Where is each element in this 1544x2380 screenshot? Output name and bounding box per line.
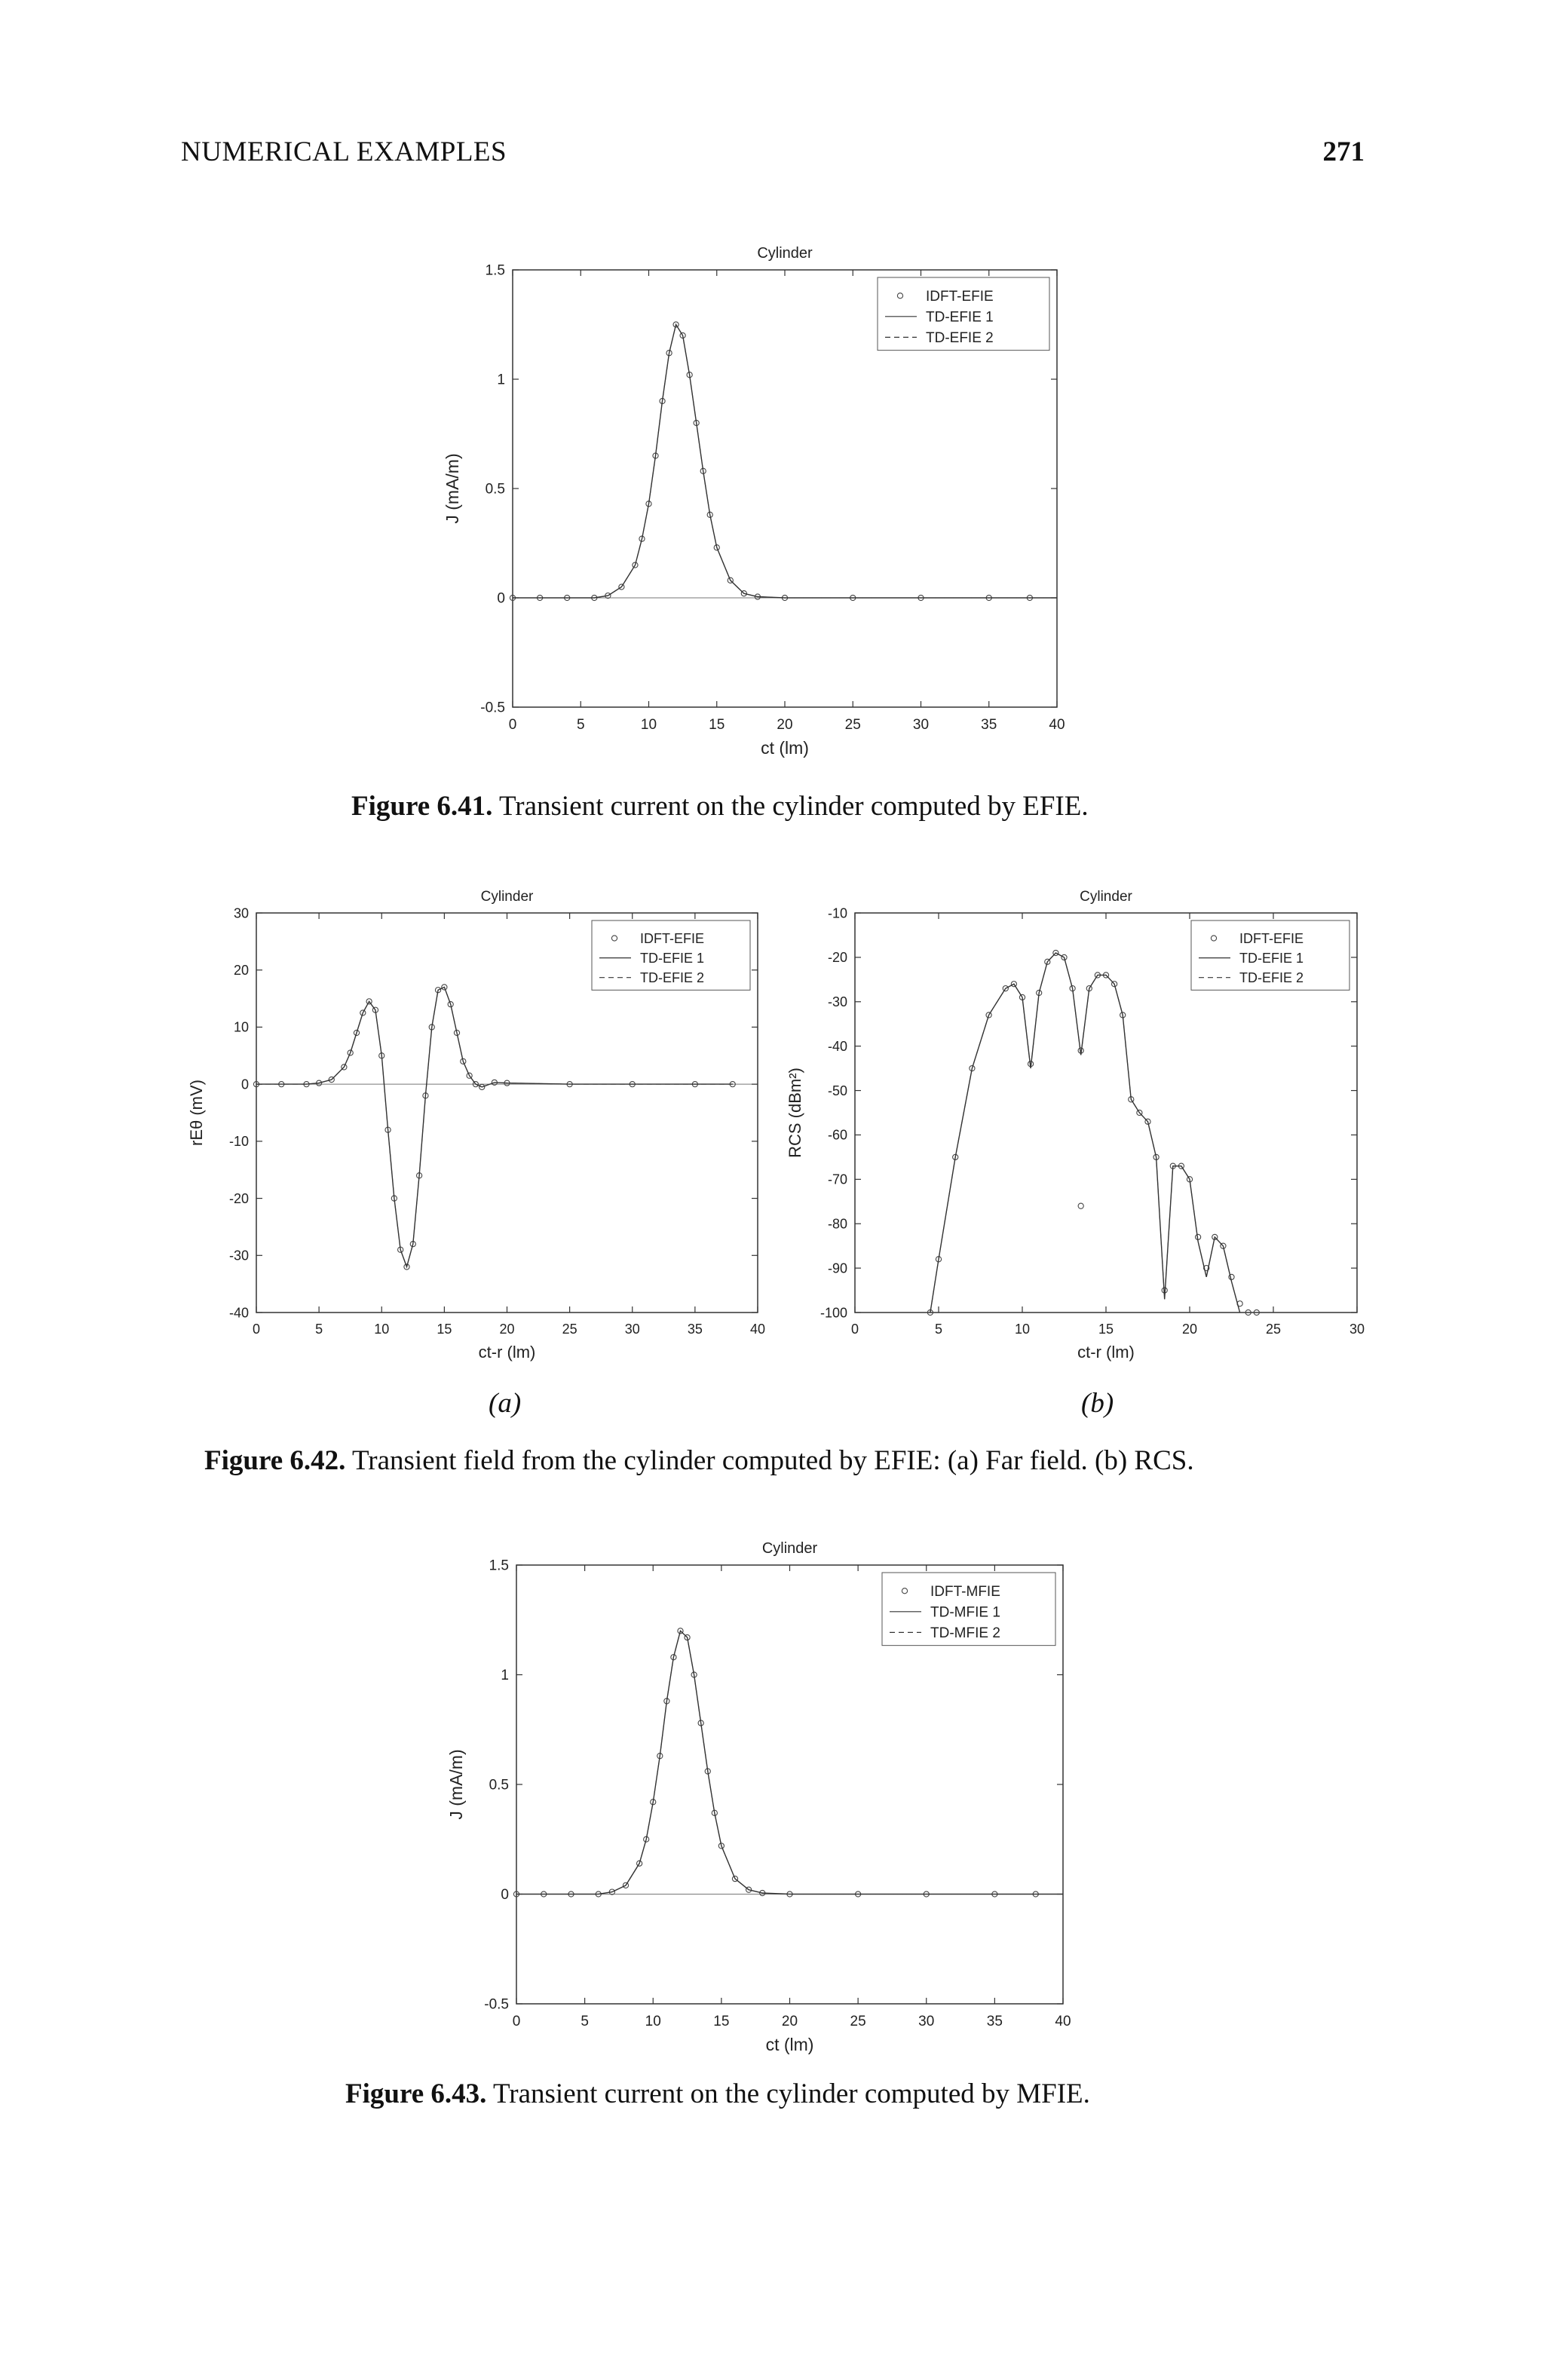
y-tick-label: 0.5 xyxy=(485,481,505,498)
x-axis-label: ct (lm) xyxy=(761,738,809,758)
chart-title: Cylinder xyxy=(761,1540,818,1557)
caption-label: Figure 6.41. xyxy=(351,791,493,822)
series-line-dashed xyxy=(513,325,1057,599)
x-tick-label: 15 xyxy=(709,717,725,733)
legend-label: IDFT-MFIE xyxy=(930,1583,1000,1600)
x-tick-label: 30 xyxy=(1349,1322,1365,1337)
y-tick-label: -0.5 xyxy=(484,1996,509,2013)
chart-title: Cylinder xyxy=(480,889,534,905)
chart-fig643 xyxy=(446,1540,1071,2054)
subcaption-b: (b) xyxy=(1081,1388,1114,1419)
y-axis-label: RCS (dBm²) xyxy=(786,1067,804,1158)
x-tick-label: 35 xyxy=(687,1322,703,1337)
y-tick-label: 0.5 xyxy=(489,1777,509,1793)
caption-label: Figure 6.42. xyxy=(204,1445,346,1476)
y-tick-label: 0 xyxy=(501,1887,509,1904)
legend-label: TD-MFIE 2 xyxy=(930,1625,1000,1641)
outlier-point-marker xyxy=(1078,1203,1083,1208)
legend-label: TD-EFIE 2 xyxy=(926,330,994,346)
chart-title: Cylinder xyxy=(1080,889,1132,905)
x-tick-label: 10 xyxy=(640,717,657,733)
x-tick-label: 35 xyxy=(981,717,997,733)
caption-figure-6-42 xyxy=(204,1444,1194,1477)
y-tick-label: 10 xyxy=(233,1019,249,1035)
y-tick-label: -30 xyxy=(827,994,847,1010)
y-tick-label: 20 xyxy=(233,963,249,979)
running-title: NUMERICAL EXAMPLES xyxy=(181,136,507,167)
legend-label: IDFT-EFIE xyxy=(1239,930,1304,946)
x-tick-label: 20 xyxy=(499,1322,515,1337)
x-tick-label: 25 xyxy=(844,717,861,733)
series-line-dashed xyxy=(256,987,733,1267)
x-tick-label: 25 xyxy=(1265,1322,1282,1337)
y-tick-label: 1 xyxy=(501,1668,509,1684)
x-tick-label: 15 xyxy=(437,1322,452,1337)
x-tick-label: 0 xyxy=(508,717,517,733)
x-tick-label: 30 xyxy=(624,1322,640,1337)
y-tick-label: -40 xyxy=(228,1305,249,1321)
y-tick-label: -60 xyxy=(827,1127,847,1143)
y-tick-label: 30 xyxy=(233,905,249,921)
legend-label: IDFT-EFIE xyxy=(926,288,994,305)
x-tick-label: 10 xyxy=(374,1322,390,1337)
x-tick-label: 5 xyxy=(315,1322,323,1337)
x-tick-label: 0 xyxy=(252,1322,261,1337)
y-tick-label: -40 xyxy=(827,1038,847,1054)
page-number: 271 xyxy=(1322,136,1365,167)
y-axis-label: rEθ (mV) xyxy=(187,1080,206,1146)
caption-text: Transient current on the cylinder computed by MFIE. xyxy=(492,2078,1090,2109)
x-tick-label: 15 xyxy=(1098,1322,1114,1337)
x-tick-label: 40 xyxy=(1049,717,1065,733)
x-tick-label: 20 xyxy=(777,717,793,733)
legend-label: TD-MFIE 1 xyxy=(930,1604,1000,1621)
y-tick-label: -10 xyxy=(827,905,847,921)
y-tick-label: -20 xyxy=(228,1190,249,1206)
y-tick-label: 1.5 xyxy=(485,262,505,279)
legend-label: TD-EFIE 1 xyxy=(640,950,705,966)
x-tick-label: 30 xyxy=(912,717,930,733)
x-tick-label: 15 xyxy=(713,2014,730,2029)
y-tick-label: -20 xyxy=(827,950,847,966)
y-tick-label: -80 xyxy=(827,1216,847,1232)
series-line-solid xyxy=(513,325,1057,599)
chart-fig641 xyxy=(443,245,1065,758)
x-tick-label: 25 xyxy=(562,1322,577,1337)
x-tick-label: 5 xyxy=(576,717,585,733)
x-tick-label: 10 xyxy=(645,2014,661,2029)
chart-fig642a xyxy=(187,889,765,1362)
legend-label: TD-EFIE 2 xyxy=(640,970,705,985)
legend-label: TD-EFIE 1 xyxy=(926,309,994,326)
x-tick-label: 20 xyxy=(781,2014,798,2029)
legend-label: TD-EFIE 2 xyxy=(1239,970,1304,985)
x-tick-label: 20 xyxy=(1181,1322,1198,1337)
legend-label: IDFT-EFIE xyxy=(640,930,704,946)
y-tick-label: 0 xyxy=(497,590,505,607)
x-tick-label: 5 xyxy=(581,2014,589,2029)
caption-figure-6-41 xyxy=(351,790,1089,822)
x-axis-label: ct-r (lm) xyxy=(1077,1343,1135,1362)
caption-figure-6-43 xyxy=(345,2078,1090,2110)
x-tick-label: 35 xyxy=(986,2014,1003,2029)
legend-label: TD-EFIE 1 xyxy=(1239,950,1304,966)
y-tick-label: 1.5 xyxy=(489,1558,509,1574)
y-tick-label: 1 xyxy=(497,372,505,388)
caption-text: Transient current on the cylinder computed by EFIE. xyxy=(498,791,1089,822)
y-tick-label: -70 xyxy=(827,1172,847,1187)
x-tick-label: 0 xyxy=(850,1322,859,1337)
caption-text: Transient field from the cylinder computed by EFIE: (a) Far field. (b) RCS. xyxy=(351,1445,1194,1476)
y-tick-label: -10 xyxy=(228,1134,249,1150)
chart-fig642b xyxy=(786,889,1365,1362)
series-line-dashed xyxy=(516,1631,1063,1894)
y-tick-label: -0.5 xyxy=(480,700,505,716)
x-axis-label: ct-r (lm) xyxy=(478,1343,536,1362)
y-tick-label: -90 xyxy=(827,1260,847,1276)
caption-label: Figure 6.43. xyxy=(345,2078,487,2109)
series-line-solid xyxy=(516,1631,1063,1894)
x-tick-label: 40 xyxy=(1055,2014,1071,2029)
y-axis-label: J (mA/m) xyxy=(446,1749,466,1820)
x-tick-label: 40 xyxy=(749,1322,766,1337)
x-tick-label: 0 xyxy=(512,2014,521,2029)
x-tick-label: 25 xyxy=(850,2014,866,2029)
chart-title: Cylinder xyxy=(757,245,813,262)
series-line-solid xyxy=(256,987,733,1267)
y-tick-label: -50 xyxy=(827,1083,847,1098)
x-tick-label: 30 xyxy=(918,2014,935,2029)
y-tick-label: 0 xyxy=(240,1077,249,1092)
subcaption-a: (a) xyxy=(489,1388,522,1419)
y-tick-label: -100 xyxy=(819,1305,847,1321)
x-tick-label: 10 xyxy=(1014,1322,1031,1337)
series-line-dashed xyxy=(930,953,1240,1313)
y-tick-label: -30 xyxy=(228,1248,249,1264)
y-axis-label: J (mA/m) xyxy=(443,453,462,524)
x-axis-label: ct (lm) xyxy=(765,2035,814,2054)
series-line-solid xyxy=(930,953,1240,1313)
x-tick-label: 5 xyxy=(934,1322,943,1337)
